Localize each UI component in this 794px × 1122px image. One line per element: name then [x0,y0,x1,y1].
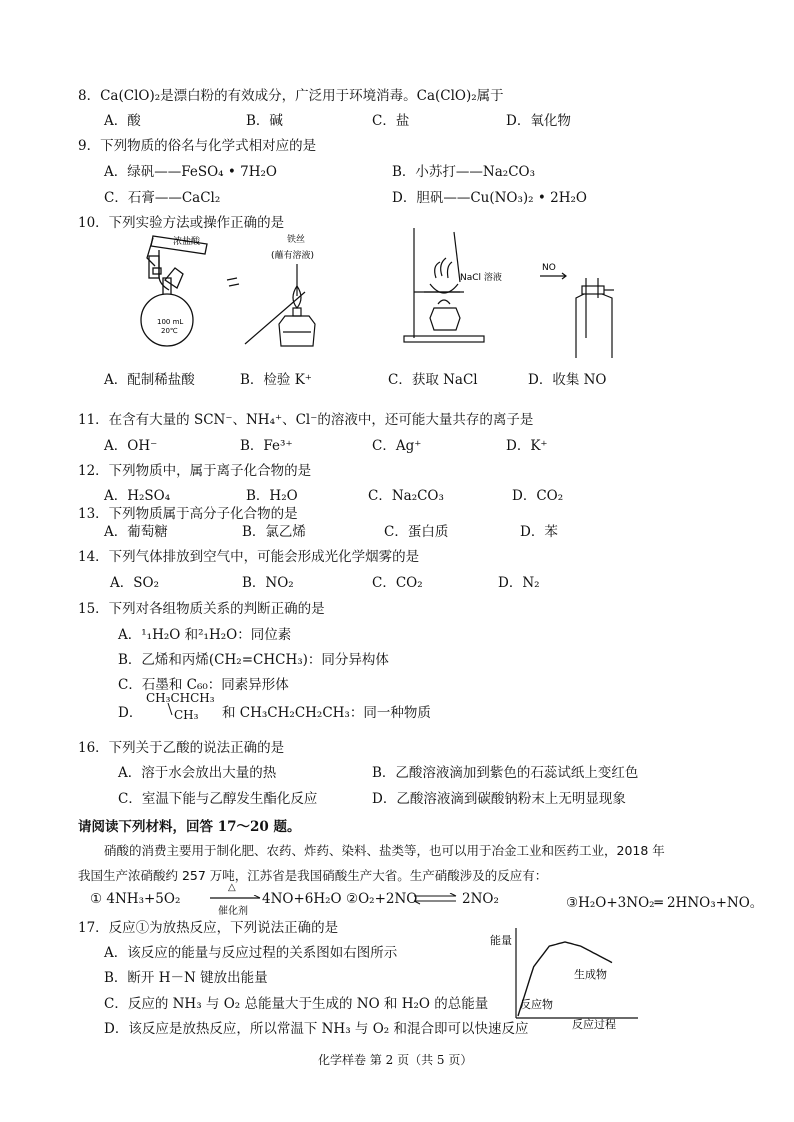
wire-label: 铁丝 [287,235,306,245]
reaction-1-condition-top: △ [228,882,236,893]
q9-option-d: D．胆矾——Cu(NO₃)₂ • 2H₂O [392,190,587,206]
reaction-2-equilibrium-arrow [414,893,458,905]
q12-option-d: D．CO₂ [512,488,564,504]
q13-stem: 13．下列物质属于高分子化合物的是 [78,506,298,522]
flask-volume-label: 100 mL [157,318,184,326]
q11-option-a: A．OH⁻ [104,438,158,454]
flask-temp-label: 20℃ [161,327,178,335]
q8-stem: 8．Ca(ClO)₂是漂白粉的有效成分，广泛用于环境消毒。Ca(ClO)₂属于 [78,88,504,104]
volumetric-flask-illustration [125,228,235,348]
reaction-1-right: 4NO+6H₂O [262,891,342,907]
q11-option-c: C．Ag⁺ [372,438,422,454]
q8-option-a: A．酸 [104,113,141,129]
material-intro: 请阅读下列材料，回答 17～20 题。 [78,819,301,835]
q17-option-c: C．反应的 NH₃ 与 O₂ 总能量大于生成的 NO 和 H₂O 的总能量 [104,996,489,1012]
reactant-label: 反应物 [520,998,553,1011]
q14-option-a: A．SO₂ [110,575,159,591]
q9-option-a: A．绿矾——FeSO₄ • 7H₂O [104,164,277,180]
gas-collection-illustration [538,258,618,358]
q15-option-a: A．¹₁H₂O 和²₁H₂O：同位素 [118,627,292,643]
q8-option-c: C．盐 [372,113,410,129]
q15-stem: 15．下列对各组物质关系的判断正确的是 [78,601,325,617]
hcl-label: 浓盐酸 [173,237,201,247]
q9-option-b: B．小苏打——Na₂CO₃ [392,164,536,180]
q15-d-bond [162,703,176,717]
evaporation-illustration [400,222,520,352]
product-label: 生成物 [574,968,607,981]
q16-option-a: A．溶于水会放出大量的热 [118,765,277,781]
page-footer: 化学样卷 第 2 页（共 5 页） [318,1053,473,1067]
material-line-1: 硝酸的消费主要用于制化肥、农药、炸药、染料、盐类等，也可以用于冶金工业和医药工业，2018 年 [104,843,665,858]
q17-option-a: A．该反应的能量与反应过程的关系图如右图所示 [104,945,398,961]
q11-stem: 11．在含有大量的 SCN⁻、NH₄⁺、Cl⁻的溶液中，还可能大量共存的离子是 [78,412,534,428]
q10-option-a: A．配制稀盐酸 [104,372,195,388]
q15-option-c: C．石墨和 C₆₀：同素异形体 [118,677,289,693]
q17-stem: 17．反应①为放热反应，下列说法正确的是 [78,920,339,936]
q12-option-a: A．H₂SO₄ [104,488,171,504]
q12-stem: 12．下列物质中，属于离子化合物的是 [78,463,312,479]
reaction-1-left: ① 4NH₃+5O₂ [90,891,181,907]
q13-option-d: D．苯 [520,524,558,540]
reaction-2-right: 2NO₂ [462,891,499,907]
q17-option-b: B．断开 H－N 键放出能量 [104,970,268,986]
q14-option-c: C．CO₂ [372,575,423,591]
q13-option-a: A．葡萄糖 [104,524,168,540]
q14-option-d: D．N₂ [498,575,540,591]
q17-option-d: D．该反应是放热反应，所以常温下 NH₃ 与 O₂ 和混合即可以快速反应 [104,1021,529,1037]
reaction-1-arrow [210,895,262,901]
q11-option-d: D．K⁺ [506,438,548,454]
q8-option-b: B．碱 [246,113,283,129]
q13-option-c: C．蛋白质 [384,524,449,540]
y-axis-label: 能量 [490,934,512,947]
q12-option-c: C．Na₂CO₃ [368,488,444,504]
q10-option-c: C．获取 NaCl [388,372,478,388]
q16-option-c: C．室温下能与乙醇发生酯化反应 [118,791,318,807]
q12-option-b: B．H₂O [246,488,298,504]
q10-option-d: D．收集 NO [528,372,607,388]
q9-stem: 9．下列物质的俗名与化学式相对应的是 [78,138,317,154]
q16-option-b: B．乙酸溶液滴加到紫色的石蕊试纸上变红色 [372,765,639,781]
no-label: NO [542,263,556,273]
q9-option-c: C．石膏——CaCl₂ [104,190,221,206]
q16-option-d: D．乙酸溶液滴到碳酸钠粉末上无明显现象 [372,791,626,807]
nacl-label: NaCl 溶液 [460,273,502,283]
reaction-1-condition-bottom: 催化剂 [218,906,248,917]
q15-d-structure-bottom: CH₃ [174,708,199,722]
q15-option-d-prefix: D． [118,705,143,721]
q11-option-b: B．Fe³⁺ [240,438,293,454]
q14-stem: 14．下列气体排放到空气中，可能会形成光化学烟雾的是 [78,549,420,565]
energy-diagram [488,920,648,1030]
wire-note-label: (蘸有溶液) [271,251,315,261]
q8-option-d: D．氧化物 [506,113,571,129]
q14-option-b: B．NO₂ [242,575,294,591]
q10-stem: 10．下列实验方法或操作正确的是 [78,215,285,231]
q15-d-structure-top: CH₃CHCH₃ [146,691,215,705]
reaction-3: ③H₂O+3NO₂═ 2HNO₃+NO。 [566,895,764,911]
q10-option-b: B．检验 K⁺ [240,372,312,388]
material-line-2: 我国生产浓硝酸约 257 万吨，江苏省是我国硝酸生产大省。生产硝酸涉及的反应有： [78,868,548,883]
q16-stem: 16．下列关于乙酸的说法正确的是 [78,740,285,756]
flame-test-illustration [225,228,345,358]
x-axis-label: 反应过程 [572,1018,616,1030]
q15-option-d-rest: 和 CH₃CH₂CH₂CH₃：同一种物质 [222,705,431,721]
reaction-2-left: ②O₂+2NO [346,891,418,907]
q15-option-b: B．乙烯和丙烯(CH₂=CHCH₃)：同分异构体 [118,652,389,668]
q13-option-b: B．氯乙烯 [242,524,306,540]
